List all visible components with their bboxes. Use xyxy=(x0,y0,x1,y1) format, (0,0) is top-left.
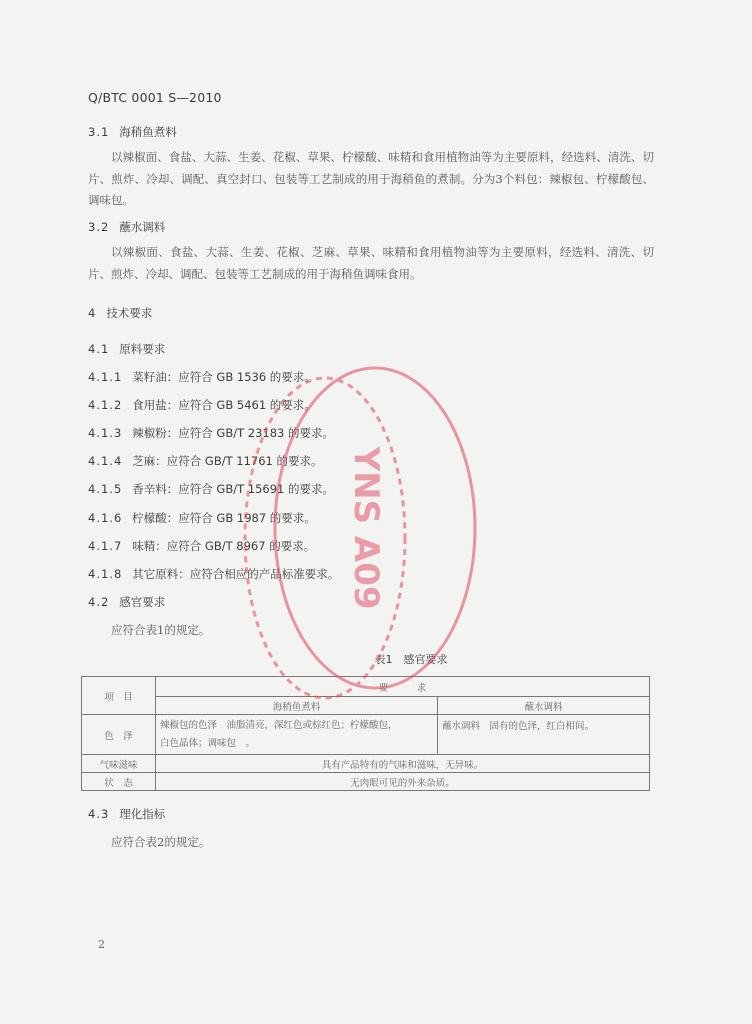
table-cell: 蘸水调料 固有的色泽，红白相间。 xyxy=(438,715,650,755)
table-cell-label: 色 泽 xyxy=(82,715,156,755)
table-cell: 无肉眼可见的外来杂质。 xyxy=(156,773,650,791)
section-heading-3-1 xyxy=(88,124,177,140)
stamp-text: YNS A09 xyxy=(346,446,386,610)
table-header-requirements: 要 求 xyxy=(156,677,650,697)
stamp-ring xyxy=(245,368,475,698)
table-cell-label: 状 态 xyxy=(82,773,156,791)
table-row xyxy=(82,715,650,755)
section-number: 4 xyxy=(88,306,97,320)
list-item: 4.1.1 菜籽油：应符合 GB 1536 的要求。 xyxy=(88,370,316,384)
table-row xyxy=(82,697,650,715)
section-title: 理化指标 xyxy=(119,807,166,821)
section-number: 4.1 xyxy=(88,342,110,356)
table-cell: 辣椒包的色泽 油脂清亮，深红色或棕红色；柠檬酸包， 白色晶体；调味包 。 xyxy=(156,715,438,755)
list-item: 4.1.2 食用盐：应符合 GB 5461 的要求。 xyxy=(88,398,316,412)
list-item: 4.1.7 味精：应符合 GB/T 8967 的要求。 xyxy=(88,539,316,553)
section-heading-4 xyxy=(88,305,152,321)
section-4-3-text: 应符合表2的规定。 xyxy=(111,835,211,849)
section-number: 4.3 xyxy=(88,807,110,821)
table-header-col-a: 海稍鱼煮料 xyxy=(156,697,438,715)
section-heading-4-1 xyxy=(88,341,165,357)
section-title: 海稍鱼煮料 xyxy=(119,125,177,139)
table-header-col-b: 蘸水调料 xyxy=(438,697,650,715)
section-heading-4-2 xyxy=(88,594,165,610)
table-header-item: 项 目 xyxy=(82,677,156,715)
table-caption: 表1 感官要求 xyxy=(374,653,448,666)
list-item: 4.1.6 柠檬酸：应符合 GB 1987 的要求。 xyxy=(88,511,316,525)
section-heading-4-3 xyxy=(88,806,165,822)
section-number: 4.2 xyxy=(88,595,110,609)
list-item: 4.1.5 香辛料：应符合 GB/T 15691 的要求。 xyxy=(88,482,335,496)
page-number: 2 xyxy=(98,938,105,951)
table-row xyxy=(82,773,650,791)
table-cell-label: 气味滋味 xyxy=(82,755,156,773)
list-item: 4.1.4 芝麻：应符合 GB/T 11761 的要求。 xyxy=(88,454,323,468)
table-cell: 具有产品特有的气味和滋味，无异味。 xyxy=(156,755,650,773)
section-title: 蘸水调料 xyxy=(119,220,166,234)
list-item: 4.1.8 其它原料：应符合相应的产品标准要求。 xyxy=(88,567,340,581)
section-title: 技术要求 xyxy=(106,306,153,320)
standard-code: Q/BTC 0001 S—2010 xyxy=(88,90,222,105)
section-number: 3.1 xyxy=(88,125,110,139)
sensory-requirements-table xyxy=(81,676,650,791)
section-3-2-paragraph: 以辣椒面、食盐、大蒜、生姜、花椒、芝麻、草果、味精和食用植物油等为主要原料，经选料、清洗、切片、煎炸、冷却、调配、包装等工艺制成的用于海稍鱼调味食用。 xyxy=(88,245,654,281)
section-title: 原料要求 xyxy=(119,342,166,356)
table-row xyxy=(82,755,650,773)
section-3-1-paragraph: 以辣椒面、食盐、大蒜、生姜、花椒、草果、柠檬酸、味精和食用植物油等为主要原料，经选料、清洗、切片、煎炸、冷却、调配、真空封口、包装等工艺制成的用于海稍鱼的煮制。分为3个料包：辣椒包、柠檬酸包、调味包。 xyxy=(88,150,654,207)
table-row xyxy=(82,677,650,697)
section-heading-3-2 xyxy=(88,219,165,235)
section-title: 感官要求 xyxy=(119,595,166,609)
list-item: 4.1.3 辣椒粉：应符合 GB/T 23183 的要求。 xyxy=(88,426,335,440)
section-4-2-text: 应符合表1的规定。 xyxy=(111,623,211,637)
section-number: 3.2 xyxy=(88,220,110,234)
